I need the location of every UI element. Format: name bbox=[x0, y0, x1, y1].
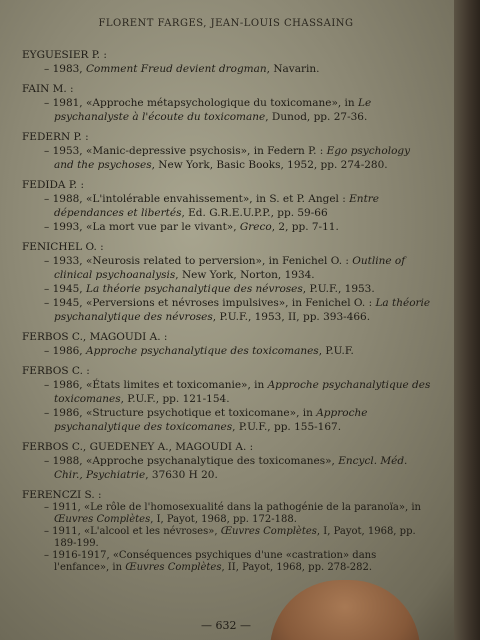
reference-text: , P.U.F. bbox=[318, 345, 354, 357]
reference-text: , 2, pp. 7-11. bbox=[271, 221, 339, 233]
reference-text: – 1933, «Neurosis related to perversion», in Fenichel O. : bbox=[44, 255, 353, 267]
reference-title: Entre dépendances et libertés bbox=[54, 193, 380, 219]
entry-author: FERBOS C. : bbox=[22, 365, 90, 377]
reference-text: – 1981, «Approche métapsychologique du toxicomane», in bbox=[44, 97, 359, 109]
reference-text: , P.U.F., 1953, II, pp. 393-466. bbox=[212, 311, 371, 323]
entry-author: FERBOS C., GUEDENEY A., MAGOUDI A. : bbox=[22, 441, 254, 453]
bibliography-entry bbox=[22, 48, 432, 76]
reference-title: Outline of clinical psychoanalysis bbox=[54, 255, 406, 281]
reference-title: La théorie psychanalytique des névroses bbox=[86, 283, 303, 295]
reference-text: – 1911, «Le rôle de l'homosexualité dans la pathogénie de la paranoïa», in bbox=[44, 502, 421, 513]
entry-author: FAIN M. : bbox=[22, 83, 74, 95]
bibliography-entry bbox=[22, 130, 432, 172]
reference-title: Encycl. Méd. Chir., Psychiatrie bbox=[54, 455, 408, 481]
entry-reference bbox=[44, 220, 432, 234]
reference-text: – 1953, «Manic-depressive psychosis», in Federn P. : bbox=[44, 145, 327, 157]
reference-text: , P.U.F., pp. 121-154. bbox=[120, 393, 230, 405]
reference-title: Œuvres Complètes bbox=[125, 562, 222, 573]
entry-reference bbox=[44, 344, 432, 358]
reference-text: , Ed. G.R.E.U.P.P., pp. 59-66 bbox=[181, 207, 328, 219]
running-header: FLORENT FARGES, JEAN-LOUIS CHASSAING bbox=[98, 18, 354, 29]
reference-text: – 1916-1917, «Conséquences psychiques d'une «castration» dans l'enfance», in bbox=[44, 550, 377, 573]
reference-text: – 1945, bbox=[44, 283, 86, 295]
reference-text: – 1911, «L'alcool et les névroses», bbox=[44, 526, 221, 537]
entry-reference bbox=[44, 550, 432, 574]
entry-reference bbox=[44, 144, 432, 172]
reference-text: – 1945, «Perversions et névroses impulsives», in Fenichel O. : bbox=[44, 297, 376, 309]
entry-reference bbox=[44, 502, 432, 526]
reference-title: Approche psychanalytique des toxicomanes bbox=[86, 345, 319, 357]
reference-text: , Navarin. bbox=[266, 63, 320, 75]
reference-text: – 1986, bbox=[44, 345, 86, 357]
entry-reference bbox=[44, 526, 432, 550]
bibliography-entry bbox=[22, 488, 432, 574]
reference-title: Comment Freud devient drogman bbox=[86, 63, 267, 75]
entry-reference bbox=[44, 192, 432, 220]
reference-text: , P.U.F., pp. 155-167. bbox=[232, 421, 342, 433]
reference-text: , II, Payot, 1968, pp. 278-282. bbox=[221, 562, 373, 573]
entry-reference bbox=[44, 406, 432, 434]
reference-title: Approche psychanalytique des toxicomanes bbox=[54, 379, 431, 405]
reference-text: , I, Payot, 1968, pp. 172-188. bbox=[150, 514, 297, 525]
reference-title: Ego psychology and the psychoses bbox=[54, 145, 411, 171]
reference-title: La théorie psychanalytique des névroses bbox=[54, 297, 431, 323]
reference-title: Approche psychanalytique des toxicomanes bbox=[54, 407, 368, 433]
page-number: — 632 — bbox=[201, 619, 251, 632]
bibliography-entry bbox=[22, 364, 432, 434]
entry-reference bbox=[44, 454, 432, 482]
entry-author: FEDIDA P. : bbox=[22, 179, 85, 191]
entry-reference bbox=[44, 62, 432, 76]
reference-text: , New York, Norton, 1934. bbox=[175, 269, 315, 281]
reference-title: Œuvres Complètes bbox=[54, 514, 151, 525]
bibliography-list bbox=[22, 42, 432, 574]
reference-text: – 1983, bbox=[44, 63, 86, 75]
entry-reference bbox=[44, 378, 432, 406]
reference-title: Le psychanalyste à l'écoute du toxicomane bbox=[54, 97, 372, 123]
entry-author: EYGUESIER P. : bbox=[22, 49, 107, 61]
entry-author: FERENCZI S. : bbox=[22, 489, 102, 501]
reference-text: , Dunod, pp. 27-36. bbox=[265, 111, 368, 123]
reference-text: , New York, Basic Books, 1952, pp. 274-280. bbox=[151, 159, 388, 171]
book-spine-shadow bbox=[454, 0, 480, 640]
entry-author: FEDERN P. : bbox=[22, 131, 89, 143]
entry-reference bbox=[44, 254, 432, 282]
entry-author: FERBOS C., MAGOUDI A. : bbox=[22, 331, 168, 343]
reference-title: Greco bbox=[239, 221, 272, 233]
entry-reference bbox=[44, 282, 432, 296]
bibliography-entry bbox=[22, 82, 432, 124]
bibliography-entry bbox=[22, 440, 432, 482]
reference-text: – 1993, «La mort vue par le vivant», bbox=[44, 221, 240, 233]
reference-text: , I, Payot, 1968, pp. 189-199. bbox=[54, 526, 416, 549]
reference-text: , 37630 H 20. bbox=[145, 469, 218, 481]
bibliography-entry bbox=[22, 330, 432, 358]
bibliography-entry bbox=[22, 178, 432, 234]
reference-title: Œuvres Complètes bbox=[220, 526, 317, 537]
reference-text: – 1988, «L'intolérable envahissement», in S. et P. Angel : bbox=[44, 193, 350, 205]
bibliography-entry bbox=[22, 240, 432, 324]
reference-text: – 1986, «Structure psychotique et toxicomane», in bbox=[44, 407, 317, 419]
entry-reference bbox=[44, 296, 432, 324]
reference-text: – 1986, «États limites et toxicomanie», in bbox=[44, 379, 268, 391]
entry-reference bbox=[44, 96, 432, 124]
entry-author: FENICHEL O. : bbox=[22, 241, 104, 253]
reference-text: – 1988, «Approche psychanalytique des toxicomanes», bbox=[44, 455, 339, 467]
reference-text: , P.U.F., 1953. bbox=[302, 283, 375, 295]
